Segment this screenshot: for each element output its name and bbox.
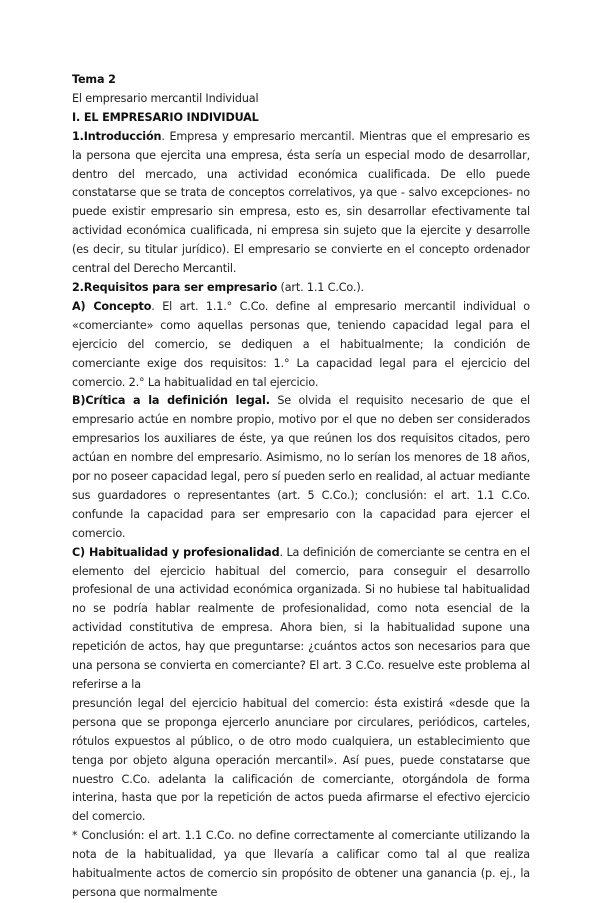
conclusion-paragraph: * Conclusión: el art. 1.1 C.Co. no define correctamente al comerciante utilizando la nota de la habitualidad, ya que llevaría a calificar como tal al que realiza habitualmente actos de comercio sin propósito de obtener una ganancia (p. ej., la persona que normalmente [72,829,530,899]
topic-title: Tema 2 [72,73,116,86]
habituality-text: . La definición de comerciante se centra en el elemento del ejercicio habitual del comercio, para conseguir el desarrollo profesional de una actividad económica organizada. Si no hubiese tal habitualidad no se podría hablar realmente de profesionalidad, como nota esencial de la actividad constitutiva de empresa. Ahora bien, si la habitualidad supone una repetición de actos, hay que preguntarse: ¿cuántos actos son necesarios para que una persona se convierta en comerciante? El art. 3 C.Co. resuelve este problema al referirse a la [72,545,530,691]
presumption-paragraph: presunción legal del ejercicio habitual del comercio: ésta existirá «desde que la persona que se proponga ejercerlo anunciare por circulares, periódicos, carteles, rótulos expuestos al público, o de otro modo cualquiera, un establecimiento que tenga por objeto alguna operación mercantil». Así pues, puede constatarse que nuestro C.Co. adelanta la calificación de comerciante, otorgándola de forma interina, hasta que por la repetición de actos pueda afirmarse el efectivo ejercicio del comercio. [72,696,530,824]
critique-heading: B)Crítica a la definición legal. [72,394,270,408]
intro-text: . Empresa y empresario mercantil. Mientras que el empresario es la persona que ejercita una empresa, ésta sería un especial modo de desarrollar, dentro del mercado, una actividad económica cualificada. De ello puede constatarse que se trata de conceptos correlativos, ya que - salvo excepciones- no puede existir empresario sin empresa, esto es, sin desarrollar efectivamente tal actividad económica cualificada, ni empresa sin sujeto que la ejercite y desarrolle (es decir, su titular jurídico). El empresario se convierte en el concepto ordenador central del Derecho Mercantil. [72,129,530,276]
habituality-paragraph [72,544,530,695]
critique-text: Se olvida el requisito necesario de que el empresario actúe en nombre propio, motivo por el que no deben ser considerados empresarios los auxiliares de éste, ya que reúnen los dos requisitos citados, pero actúan en nombre del empresario. Asimismo, no lo serían los menores de 18 años, por no poseer capacidad legal, pero sí pueden serlo en realidad, al actuar mediante sus guardadores o representantes (art. 5 C.Co.); conclusión: el art. 1.1 C.Co. confunde la capacidad para ser empresario con la capacidad para ejercer el comercio. [72,394,530,540]
requirements-reference: (art. 1.1 C.Co.). [277,280,364,294]
intro-paragraph [72,128,530,279]
document-page [72,71,530,903]
intro-heading: 1.Introducción [72,129,162,143]
subtitle: El empresario mercantil Individual [72,91,259,105]
concept-paragraph [72,298,530,393]
section-heading: I. EL EMPRESARIO INDIVIDUAL [72,110,259,124]
critique-paragraph [72,392,530,543]
concept-text: . El art. 1.1.° C.Co. define al empresario mercantil individual o «comerciante» como aquellas personas que, teniendo capacidad legal para el ejercicio del comercio, se dediquen a el habitualmente; la condición de comerciante exige dos requisitos: 1.° La capacidad legal para el ejercicio del comercio. 2.° La habitualidad en tal ejercicio. [72,299,530,389]
habituality-heading: C) Habitualidad y profesionalidad [72,545,280,559]
requirements-paragraph [72,279,530,298]
requirements-heading: 2.Requisitos para ser empresario [72,280,278,294]
concept-heading: A) Concepto [72,299,152,313]
